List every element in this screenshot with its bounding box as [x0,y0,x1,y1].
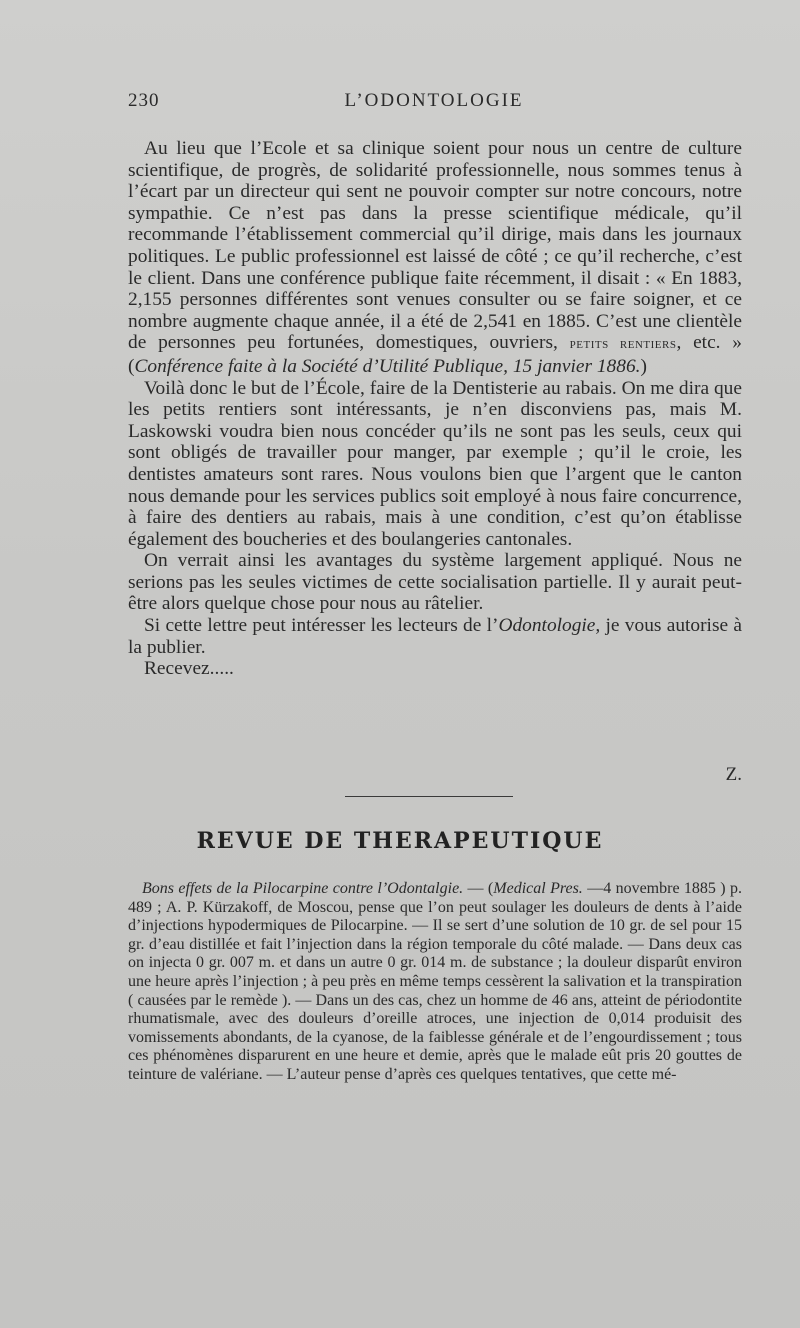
letter-paragraph [128,138,742,378]
letter-paragraph-text: je vous autorise à la publier. [128,615,742,658]
small-caps-text: petits rentiers [569,336,677,353]
letter-paragraph: Voilà donc le but de l’École, faire de la Dentisterie au rabais. On me dira que les petits rentiers sont intéressants, je n’en disconviens pas, mais M. Laskowski voudra bien nous concéder qu’ils ne sont pas les seuls, ceux qui sont obligés de travailler pour manger, par exemple ; qu’il le croie, les dentistes amateurs sont rares. Nous voulons bien que l’argent que le canton nous demande pour les services publics soit employé à nous faire concurrence, à faire des dentiers au rabais, mais à une condition, c’est qu’on établisse également des boucheries et des boulangeries cantonales. [128,377,742,550]
section-heading: REVUE DE THERAPEUTIQUE [196,828,604,854]
therapeutics-paragraph [128,880,742,1085]
letter-paragraph-text: , etc. » ( [128,332,742,377]
signature: Z. [725,764,742,785]
therapeutics-text [128,880,742,1085]
source-name: Medical Pres. [493,880,583,897]
letter-paragraph: On verrait ainsi les avantages du système largement appliqué. Nous ne serions pas les seules victimes de cette socialisation partielle. Il y aurait peut-être alors quelque chose pour nous au râtelier. [128,550,742,615]
letter-text [128,138,742,680]
letter-closing: Recevez..... [144,658,234,680]
journal-title: L’ODONTOLOGIE [344,90,524,111]
letter-paragraph [128,615,742,658]
letter-paragraph-text: Au lieu que l’Ecole et sa clinique soient pour nous un centre de culture scientifique, de progrès, de solidarité professionnelle, nous sommes tenus à l’écart par un directeur qui sent ne pouvoir compter sur notre concours, notre sympathie. Ce n’est pas dans la presse scientifique médicale, qu’il recommande l’établissement commercial qu’il dirige, mais dans les journaux politiques. Le public professionnel est laissé de côté ; ce qu’il recherche, c’est le client. Dans une conférence publique faite récemment, il disait : « En 1883, 2,155 personnes différentes sont venues consulter ou se faire soigner, et ce nombre augmente chaque année, il a été de 2,541 en 1885. C’est une clientèle de personnes peu fortunées, domestiques, ouvriers, [128,138,742,354]
letter-paragraph-text: ) [640,355,647,377]
citation: Conférence faite à la Société d’Utilité Publique, 15 janvier 1886. [134,355,641,377]
article-text: —4 novembre 1885 ) p. 489 ; A. P. Kürzakoff, de Moscou, pense que l’on peut soulager les douleurs de dents à l’aide d’injections hypodermiques de Pilocarpine. — Il se sert d’une solution de 10 gr. de sel pour 15 gr. d’eau distillée et fait l’injection dans la région temporale du côté malade. — Dans deux cas on injecta 0 gr. 007 m. et dans un autre 0 gr. 014 m. de substance ; la douleur disparût environ une heure après l’injection ; à peu près en même temps cessèrent la salivation et la transpiration ( causées par le remède ). — Dans un des cas, chez un homme de 46 ans, atteint de périodontite rhumatismale, avec des douleurs d’oreille atroces, une injection de 0,014 produisit des vomissements abondants, de la cyanose, de la faiblesse générale et de l’engourdissement ; tous ces phénomènes disparurent en une heure et demie, après que le malade eût pris 20 gouttes de teinture de valériane. — L’auteur pense d’après ces quelques tentatives, que cette mé- [128,880,743,1083]
page-number: 230 [128,90,160,111]
running-head [128,90,740,120]
article-text: — ( [463,880,494,897]
section-divider [345,796,513,797]
article-title: Bons effets de la Pilocarpine contre l’Odontalgie. [142,880,464,897]
journal-name: Odontologie, [498,615,601,637]
letter-paragraph-text: Si cette lettre peut intéresser les lecteurs de l’ [144,615,499,637]
